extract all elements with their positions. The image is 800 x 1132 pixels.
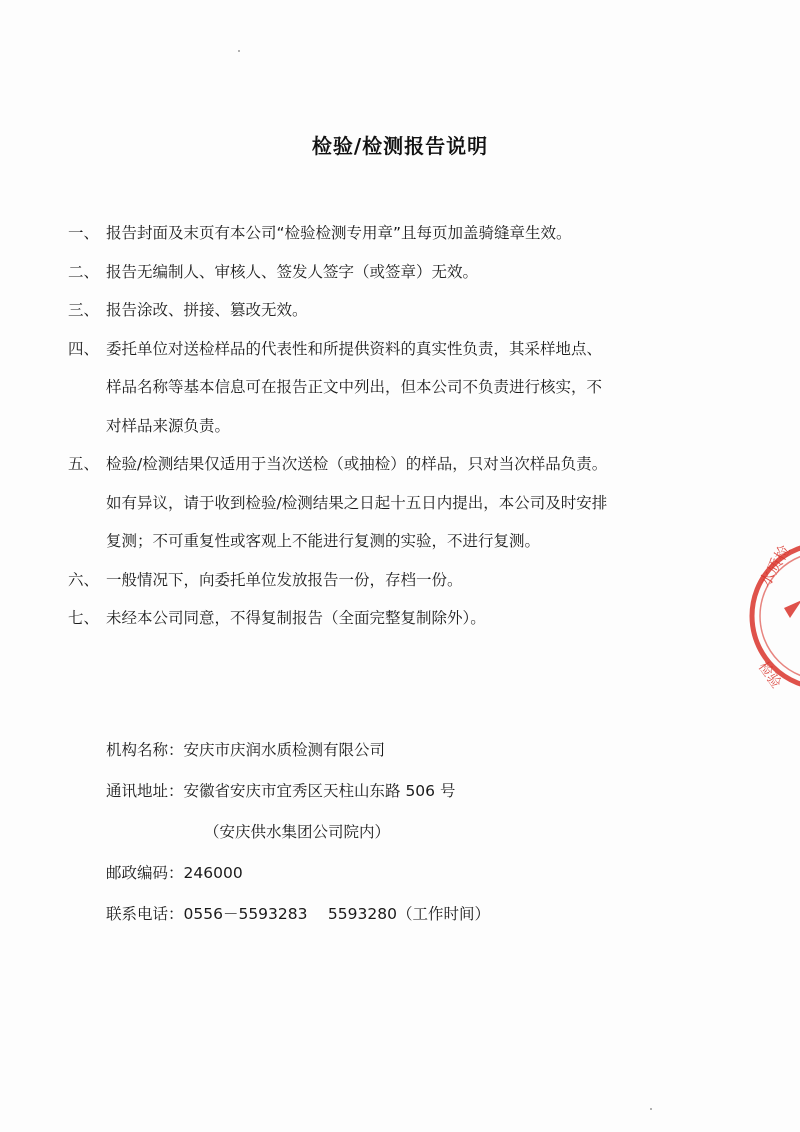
- address-note: （安庆供水集团公司院内）: [204, 823, 391, 841]
- phone-row: [106, 894, 666, 935]
- scan-speck: [650, 1108, 652, 1110]
- address-row: [106, 771, 666, 812]
- org-row: [106, 730, 666, 771]
- clause-line: 报告无编制人、审核人、签发人签字（或签章）无效。: [106, 262, 479, 281]
- clause-line: 对样品来源负责。: [106, 416, 231, 435]
- clause-number: 三、: [68, 301, 100, 319]
- clause-number: 六、: [68, 570, 100, 589]
- phone-value: 0556－5593283 5593280（工作时间）: [183, 905, 490, 923]
- clause-number: 二、: [68, 262, 100, 281]
- clause-text: [106, 445, 718, 561]
- svg-text:检验: 检验: [754, 659, 784, 692]
- clause-number: 一、: [68, 224, 100, 242]
- clause-text: [106, 214, 718, 253]
- phone-label: 联系电话：: [106, 905, 184, 923]
- org-label: 机构名称：: [106, 741, 184, 759]
- postcode-value: 246000: [183, 864, 243, 882]
- clause-item: [68, 599, 718, 638]
- clause-text: [106, 253, 718, 292]
- clause-text: [106, 561, 718, 600]
- clause-item: [68, 253, 718, 292]
- clause-number: 四、: [68, 339, 100, 358]
- clause-list: [68, 214, 718, 638]
- clause-line: 未经本公司同意，不得复制报告（全面完整复制除外）。: [106, 609, 486, 627]
- clause-line: 报告涂改、拼接、篡改无效。: [106, 301, 308, 319]
- clause-item: [68, 291, 718, 330]
- contact-block: [106, 730, 666, 935]
- clause-line: 复测；不可重复性或客观上不能进行复测的实验，不进行复测。: [106, 532, 541, 550]
- clause-number: 五、: [68, 455, 100, 473]
- clause-item: [68, 330, 718, 446]
- clause-item: [68, 561, 718, 600]
- org-value: 安庆市庆润水质检测有限公司: [183, 741, 386, 759]
- clause-line: 一般情况下，向委托单位发放报告一份，存档一份。: [106, 570, 463, 589]
- clause-item: [68, 445, 718, 561]
- seam-seal-stamp: [744, 536, 800, 706]
- clause-number: 七、: [68, 609, 100, 627]
- clause-line: 如有异议，请于收到检验/检测结果之日起十五日内提出，本公司及时安排: [106, 493, 608, 512]
- postcode-label: 邮政编码：: [106, 864, 184, 882]
- clause-line: 样品名称等基本信息可在报告正文中列出，但本公司不负责进行核实，不: [106, 378, 603, 396]
- clause-line: 委托单位对送检样品的代表性和所提供资料的真实性负责，其采样地点、: [106, 339, 603, 358]
- page-title: 检验/检测报告说明: [311, 134, 489, 158]
- clause-text: [106, 599, 718, 638]
- seal-star-icon: [784, 600, 800, 618]
- scan-speck: [238, 50, 240, 52]
- clause-line: 检验/检测结果仅适用于当次送检（或抽检）的样品，只对当次样品负责。: [106, 455, 608, 473]
- address-label: 通讯地址：: [106, 782, 184, 800]
- svg-text:水质检: 水质检: [757, 543, 794, 590]
- clause-text: [106, 291, 718, 330]
- clause-item: [68, 214, 718, 253]
- address-value: 安徽省安庆市宜秀区天柱山东路 506 号: [183, 782, 456, 800]
- clause-text: [106, 330, 718, 446]
- postcode-row: [106, 853, 666, 894]
- address-note-row: [106, 812, 666, 853]
- clause-line: 报告封面及末页有本公司“检验检测专用章”且每页加盖骑缝章生效。: [106, 224, 572, 242]
